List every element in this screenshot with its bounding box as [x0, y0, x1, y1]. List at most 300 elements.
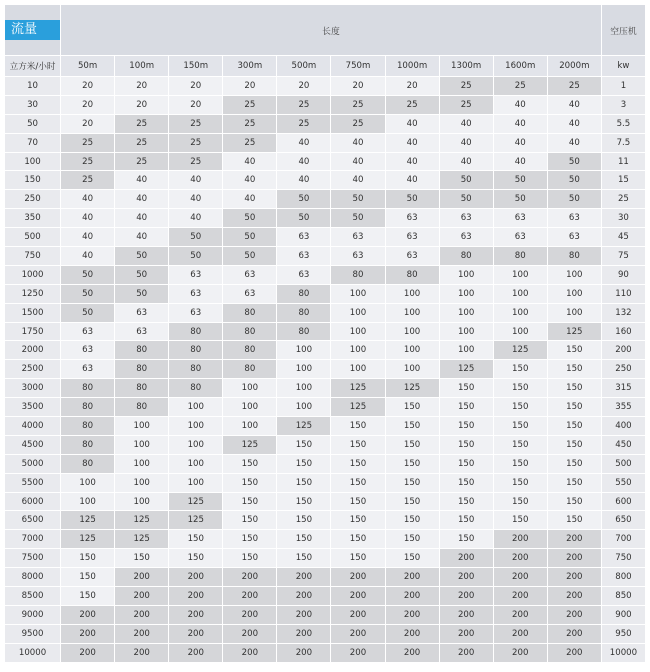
pipe-diameter-cell: 40	[61, 228, 115, 247]
length-col-header: 100m	[115, 56, 169, 77]
length-col-header: 750m	[331, 56, 385, 77]
compressor-power-cell: 500	[601, 454, 645, 473]
flow-cell: 7500	[5, 549, 61, 568]
pipe-diameter-cell: 40	[493, 133, 547, 152]
pipe-diameter-cell: 100	[385, 303, 439, 322]
pipe-diameter-cell: 20	[61, 95, 115, 114]
pipe-diameter-cell: 150	[331, 549, 385, 568]
pipe-diameter-cell: 125	[61, 511, 115, 530]
pipe-diameter-cell: 150	[439, 511, 493, 530]
pipe-diameter-cell: 40	[547, 114, 601, 133]
pipe-diameter-cell: 150	[439, 398, 493, 417]
table-row	[5, 247, 646, 266]
pipe-diameter-cell: 50	[439, 190, 493, 209]
pipe-diameter-cell: 40	[169, 190, 223, 209]
pipe-diameter-cell: 150	[493, 473, 547, 492]
compressor-power-cell: 950	[601, 624, 645, 643]
pipe-diameter-cell: 200	[547, 624, 601, 643]
pipe-diameter-cell: 100	[493, 322, 547, 341]
pipe-diameter-cell: 100	[61, 492, 115, 511]
pipe-diameter-cell: 150	[331, 511, 385, 530]
pipe-diameter-cell: 40	[331, 152, 385, 171]
pipe-diameter-cell: 200	[61, 605, 115, 624]
flow-cell: 9500	[5, 624, 61, 643]
pipe-diameter-cell: 40	[439, 114, 493, 133]
pipe-diameter-cell: 150	[493, 379, 547, 398]
pipe-diameter-cell: 40	[439, 152, 493, 171]
pipe-diameter-cell: 40	[61, 209, 115, 228]
pipe-diameter-cell: 25	[169, 114, 223, 133]
pipe-diameter-cell: 200	[277, 568, 331, 587]
pipe-diameter-cell: 40	[385, 133, 439, 152]
pipe-diameter-cell: 25	[169, 133, 223, 152]
pipe-diameter-cell: 150	[277, 511, 331, 530]
flow-cell: 150	[5, 171, 61, 190]
pipe-diameter-cell: 50	[223, 228, 277, 247]
flow-unit-header: 立方米/小时	[5, 56, 61, 77]
compressor-power-cell: 250	[601, 360, 645, 379]
pipe-diameter-cell: 200	[547, 587, 601, 606]
compressor-power-cell: 110	[601, 284, 645, 303]
table-row	[5, 530, 646, 549]
pipe-diameter-cell: 63	[331, 228, 385, 247]
pipe-diameter-cell: 20	[169, 95, 223, 114]
pipe-diameter-cell: 150	[331, 492, 385, 511]
pipe-diameter-cell: 200	[547, 643, 601, 662]
table-row	[5, 473, 646, 492]
pipe-diameter-cell: 63	[547, 228, 601, 247]
pipe-diameter-cell: 63	[439, 209, 493, 228]
pipe-diameter-cell: 200	[547, 568, 601, 587]
compressor-power-cell: 400	[601, 417, 645, 436]
pipe-diameter-cell: 80	[61, 454, 115, 473]
pipe-diameter-cell: 200	[115, 624, 169, 643]
pipe-diameter-cell: 80	[439, 247, 493, 266]
compressor-power-cell: 200	[601, 341, 645, 360]
pipe-diameter-cell: 40	[61, 247, 115, 266]
pipe-diameter-cell: 25	[61, 133, 115, 152]
pipe-diameter-cell: 150	[331, 435, 385, 454]
pipe-diameter-cell: 150	[547, 360, 601, 379]
table-row	[5, 454, 646, 473]
pipe-diameter-cell: 150	[331, 454, 385, 473]
pipe-diameter-cell: 100	[439, 322, 493, 341]
flow-cell: 2500	[5, 360, 61, 379]
pipe-diameter-cell: 200	[115, 643, 169, 662]
pipe-diameter-cell: 63	[385, 228, 439, 247]
pipe-diameter-cell: 63	[223, 284, 277, 303]
pipe-diameter-cell: 200	[277, 643, 331, 662]
pipe-diameter-cell: 100	[115, 473, 169, 492]
pipe-diameter-cell: 150	[169, 530, 223, 549]
pipe-diameter-cell: 100	[115, 454, 169, 473]
pipe-diameter-cell: 150	[277, 473, 331, 492]
table-row	[5, 379, 646, 398]
pipe-diameter-cell: 100	[115, 417, 169, 436]
pipe-diameter-cell: 200	[115, 587, 169, 606]
table-row	[5, 77, 646, 96]
pipe-diameter-cell: 150	[385, 530, 439, 549]
pipe-diameter-cell: 63	[277, 228, 331, 247]
table-row	[5, 360, 646, 379]
flow-cell: 5000	[5, 454, 61, 473]
pipe-diameter-cell: 20	[115, 77, 169, 96]
compressor-power-cell: 160	[601, 322, 645, 341]
pipe-diameter-cell: 100	[385, 284, 439, 303]
pipe-diameter-cell: 40	[169, 209, 223, 228]
pipe-diameter-cell: 150	[493, 398, 547, 417]
compressor-power-cell: 900	[601, 605, 645, 624]
pipe-diameter-cell: 200	[61, 624, 115, 643]
pipe-diameter-cell: 100	[61, 473, 115, 492]
pipe-diameter-cell: 25	[115, 152, 169, 171]
flow-title-cell	[5, 5, 61, 56]
pipe-diameter-cell: 50	[223, 209, 277, 228]
table-row	[5, 152, 646, 171]
pipe-diameter-cell: 80	[223, 360, 277, 379]
pipe-diameter-cell: 150	[223, 549, 277, 568]
pipe-diameter-cell: 100	[169, 417, 223, 436]
pipe-diameter-cell: 125	[169, 511, 223, 530]
pipe-diameter-cell: 125	[547, 322, 601, 341]
compressor-power-cell: 600	[601, 492, 645, 511]
pipe-diameter-cell: 20	[385, 77, 439, 96]
pipe-diameter-cell: 200	[223, 643, 277, 662]
pipe-diameter-cell: 40	[223, 171, 277, 190]
pipe-diameter-cell: 200	[277, 624, 331, 643]
pipe-diameter-cell: 50	[493, 171, 547, 190]
power-unit-header: kw	[601, 56, 645, 77]
pipe-diameter-cell: 150	[439, 492, 493, 511]
pipe-diameter-cell: 150	[331, 473, 385, 492]
compressor-power-cell: 15	[601, 171, 645, 190]
pipe-diameter-cell: 63	[61, 322, 115, 341]
table-row	[5, 435, 646, 454]
pipe-diameter-cell: 25	[223, 133, 277, 152]
pipe-diameter-cell: 63	[385, 209, 439, 228]
flow-cell: 250	[5, 190, 61, 209]
pipe-diameter-cell: 100	[331, 360, 385, 379]
compressor-header: 空压机	[601, 5, 645, 56]
pipe-diameter-cell: 63	[61, 341, 115, 360]
pipe-diameter-cell: 150	[277, 454, 331, 473]
flow-cell: 350	[5, 209, 61, 228]
pipe-diameter-cell: 40	[331, 171, 385, 190]
pipe-diameter-cell: 100	[115, 435, 169, 454]
pipe-diameter-cell: 150	[493, 511, 547, 530]
pipe-diameter-cell: 50	[547, 171, 601, 190]
pipe-diameter-cell: 100	[331, 284, 385, 303]
pipe-diameter-cell: 100	[331, 341, 385, 360]
pipe-diameter-cell: 40	[385, 171, 439, 190]
pipe-diameter-cell: 80	[61, 417, 115, 436]
pipe-diameter-cell: 100	[331, 303, 385, 322]
pipe-diameter-cell: 200	[547, 530, 601, 549]
pipe-diameter-cell: 200	[223, 624, 277, 643]
table-row	[5, 228, 646, 247]
pipe-diameter-cell: 100	[223, 417, 277, 436]
pipe-diameter-cell: 150	[277, 435, 331, 454]
flow-cell: 1750	[5, 322, 61, 341]
length-header: 长度	[61, 5, 602, 56]
compressor-power-cell: 650	[601, 511, 645, 530]
flow-cell: 7000	[5, 530, 61, 549]
pipe-diameter-cell: 200	[439, 624, 493, 643]
pipe-diameter-cell: 150	[547, 417, 601, 436]
pipe-diameter-cell: 100	[439, 265, 493, 284]
pipe-diameter-cell: 150	[439, 379, 493, 398]
pipe-diameter-cell: 100	[547, 284, 601, 303]
pipe-diameter-cell: 50	[223, 247, 277, 266]
compressor-power-cell: 750	[601, 549, 645, 568]
pipe-diameter-cell: 40	[385, 114, 439, 133]
table-row	[5, 114, 646, 133]
pipe-diameter-cell: 200	[493, 568, 547, 587]
compressor-power-cell: 45	[601, 228, 645, 247]
pipe-diameter-cell: 50	[169, 228, 223, 247]
pipe-diameter-cell: 63	[493, 228, 547, 247]
pipe-diameter-cell: 25	[223, 114, 277, 133]
pipe-diameter-cell: 150	[547, 511, 601, 530]
pipe-diameter-cell: 50	[61, 303, 115, 322]
flow-cell: 30	[5, 95, 61, 114]
pipe-diameter-cell: 200	[385, 643, 439, 662]
compressor-power-cell: 25	[601, 190, 645, 209]
table-row	[5, 549, 646, 568]
pipe-diameter-cell: 200	[331, 643, 385, 662]
compressor-power-cell: 800	[601, 568, 645, 587]
pipe-diameter-cell: 100	[169, 435, 223, 454]
pipe-diameter-cell: 200	[169, 587, 223, 606]
compressor-power-cell: 11	[601, 152, 645, 171]
pipe-diameter-cell: 63	[277, 265, 331, 284]
pipe-diameter-cell: 200	[277, 605, 331, 624]
flow-cell: 1250	[5, 284, 61, 303]
compressor-power-cell: 30	[601, 209, 645, 228]
pipe-size-table	[4, 4, 646, 663]
flow-title-badge: 流量	[5, 20, 61, 40]
pipe-diameter-cell: 200	[439, 643, 493, 662]
compressor-power-cell: 3	[601, 95, 645, 114]
compressor-power-cell: 5.5	[601, 114, 645, 133]
pipe-diameter-cell: 50	[385, 190, 439, 209]
pipe-diameter-cell: 100	[277, 398, 331, 417]
pipe-diameter-cell: 200	[115, 568, 169, 587]
compressor-power-cell: 75	[601, 247, 645, 266]
pipe-diameter-cell: 150	[547, 454, 601, 473]
pipe-diameter-cell: 125	[277, 417, 331, 436]
pipe-diameter-cell: 200	[385, 605, 439, 624]
pipe-diameter-cell: 63	[115, 322, 169, 341]
pipe-diameter-cell: 100	[385, 322, 439, 341]
pipe-diameter-cell: 63	[169, 265, 223, 284]
pipe-diameter-cell: 200	[169, 643, 223, 662]
pipe-diameter-cell: 125	[115, 511, 169, 530]
pipe-diameter-cell: 40	[439, 133, 493, 152]
pipe-diameter-cell: 150	[385, 417, 439, 436]
pipe-diameter-cell: 80	[115, 379, 169, 398]
length-col-header: 500m	[277, 56, 331, 77]
pipe-diameter-cell: 40	[493, 95, 547, 114]
pipe-diameter-cell: 80	[277, 284, 331, 303]
pipe-diameter-cell: 150	[439, 530, 493, 549]
pipe-diameter-cell: 80	[61, 435, 115, 454]
table-row	[5, 303, 646, 322]
table-row	[5, 133, 646, 152]
pipe-diameter-cell: 200	[61, 643, 115, 662]
pipe-diameter-cell: 125	[331, 398, 385, 417]
pipe-diameter-cell: 150	[547, 398, 601, 417]
table-row	[5, 587, 646, 606]
pipe-diameter-cell: 150	[547, 341, 601, 360]
table-row	[5, 568, 646, 587]
pipe-diameter-cell: 150	[61, 549, 115, 568]
pipe-diameter-cell: 100	[439, 341, 493, 360]
pipe-diameter-cell: 80	[547, 247, 601, 266]
pipe-diameter-cell: 150	[493, 454, 547, 473]
pipe-diameter-cell: 40	[115, 171, 169, 190]
pipe-diameter-cell: 200	[493, 587, 547, 606]
table-row	[5, 624, 646, 643]
flow-cell: 3000	[5, 379, 61, 398]
pipe-diameter-cell: 200	[115, 605, 169, 624]
flow-cell: 750	[5, 247, 61, 266]
pipe-diameter-cell: 20	[169, 77, 223, 96]
pipe-diameter-cell: 50	[61, 265, 115, 284]
compressor-power-cell: 132	[601, 303, 645, 322]
pipe-diameter-cell: 150	[439, 435, 493, 454]
pipe-diameter-cell: 125	[331, 379, 385, 398]
pipe-diameter-cell: 200	[385, 568, 439, 587]
flow-cell: 6500	[5, 511, 61, 530]
pipe-diameter-cell: 150	[331, 417, 385, 436]
pipe-diameter-cell: 80	[61, 379, 115, 398]
table-row	[5, 265, 646, 284]
pipe-diameter-cell: 25	[439, 95, 493, 114]
pipe-diameter-cell: 50	[439, 171, 493, 190]
table-row	[5, 190, 646, 209]
pipe-diameter-cell: 125	[439, 360, 493, 379]
flow-cell: 5500	[5, 473, 61, 492]
pipe-diameter-cell: 100	[493, 303, 547, 322]
pipe-diameter-cell: 63	[169, 284, 223, 303]
pipe-diameter-cell: 150	[385, 549, 439, 568]
pipe-diameter-cell: 20	[61, 77, 115, 96]
pipe-diameter-cell: 125	[169, 492, 223, 511]
pipe-diameter-cell: 50	[331, 190, 385, 209]
pipe-diameter-cell: 63	[331, 247, 385, 266]
pipe-diameter-cell: 25	[439, 77, 493, 96]
pipe-diameter-cell: 50	[493, 190, 547, 209]
pipe-diameter-cell: 40	[277, 152, 331, 171]
pipe-diameter-cell: 20	[61, 114, 115, 133]
flow-cell: 6000	[5, 492, 61, 511]
compressor-power-cell: 10000	[601, 643, 645, 662]
length-col-header: 2000m	[547, 56, 601, 77]
pipe-diameter-cell: 150	[61, 568, 115, 587]
flow-cell: 10	[5, 77, 61, 96]
pipe-diameter-cell: 25	[61, 171, 115, 190]
pipe-diameter-cell: 150	[547, 435, 601, 454]
pipe-diameter-cell: 40	[547, 133, 601, 152]
pipe-diameter-cell: 150	[277, 549, 331, 568]
pipe-diameter-cell: 50	[115, 247, 169, 266]
pipe-diameter-cell: 150	[439, 454, 493, 473]
pipe-diameter-cell: 80	[169, 322, 223, 341]
pipe-diameter-cell: 40	[61, 190, 115, 209]
pipe-diameter-cell: 150	[493, 435, 547, 454]
flow-cell: 3500	[5, 398, 61, 417]
pipe-diameter-cell: 200	[493, 624, 547, 643]
pipe-diameter-cell: 50	[547, 152, 601, 171]
pipe-diameter-cell: 20	[223, 77, 277, 96]
pipe-diameter-cell: 200	[169, 605, 223, 624]
pipe-diameter-cell: 100	[547, 303, 601, 322]
pipe-diameter-cell: 80	[277, 322, 331, 341]
pipe-diameter-cell: 150	[385, 473, 439, 492]
compressor-power-cell: 550	[601, 473, 645, 492]
pipe-diameter-cell: 25	[277, 95, 331, 114]
compressor-power-cell: 1	[601, 77, 645, 96]
pipe-diameter-cell: 100	[169, 454, 223, 473]
pipe-diameter-cell: 100	[385, 360, 439, 379]
pipe-diameter-cell: 63	[493, 209, 547, 228]
pipe-diameter-cell: 40	[223, 152, 277, 171]
table-row	[5, 398, 646, 417]
pipe-diameter-cell: 150	[223, 454, 277, 473]
pipe-diameter-cell: 200	[547, 549, 601, 568]
flow-cell: 4500	[5, 435, 61, 454]
pipe-diameter-cell: 100	[223, 379, 277, 398]
pipe-diameter-cell: 150	[223, 511, 277, 530]
length-col-header: 1300m	[439, 56, 493, 77]
table-row	[5, 209, 646, 228]
pipe-diameter-cell: 100	[169, 398, 223, 417]
pipe-diameter-cell: 80	[169, 360, 223, 379]
compressor-power-cell: 90	[601, 265, 645, 284]
compressor-power-cell: 700	[601, 530, 645, 549]
pipe-diameter-cell: 100	[547, 265, 601, 284]
pipe-diameter-cell: 200	[331, 624, 385, 643]
compressor-power-cell: 355	[601, 398, 645, 417]
pipe-diameter-cell: 63	[223, 265, 277, 284]
pipe-diameter-cell: 150	[547, 492, 601, 511]
pipe-diameter-cell: 150	[223, 530, 277, 549]
pipe-diameter-cell: 125	[115, 530, 169, 549]
pipe-size-table-container	[4, 4, 646, 663]
pipe-diameter-cell: 125	[385, 379, 439, 398]
table-row	[5, 643, 646, 662]
pipe-diameter-cell: 80	[223, 322, 277, 341]
pipe-diameter-cell: 25	[547, 77, 601, 96]
flow-cell: 9000	[5, 605, 61, 624]
pipe-diameter-cell: 80	[385, 265, 439, 284]
pipe-diameter-cell: 50	[169, 247, 223, 266]
flow-cell: 500	[5, 228, 61, 247]
pipe-diameter-cell: 80	[493, 247, 547, 266]
pipe-diameter-cell: 150	[439, 417, 493, 436]
pipe-diameter-cell: 100	[277, 341, 331, 360]
pipe-diameter-cell: 150	[385, 398, 439, 417]
pipe-diameter-cell: 80	[115, 360, 169, 379]
length-col-header: 150m	[169, 56, 223, 77]
flow-cell: 100	[5, 152, 61, 171]
flow-cell: 8500	[5, 587, 61, 606]
pipe-diameter-cell: 80	[61, 398, 115, 417]
pipe-diameter-cell: 40	[223, 190, 277, 209]
pipe-diameter-cell: 50	[277, 190, 331, 209]
pipe-diameter-cell: 40	[493, 114, 547, 133]
